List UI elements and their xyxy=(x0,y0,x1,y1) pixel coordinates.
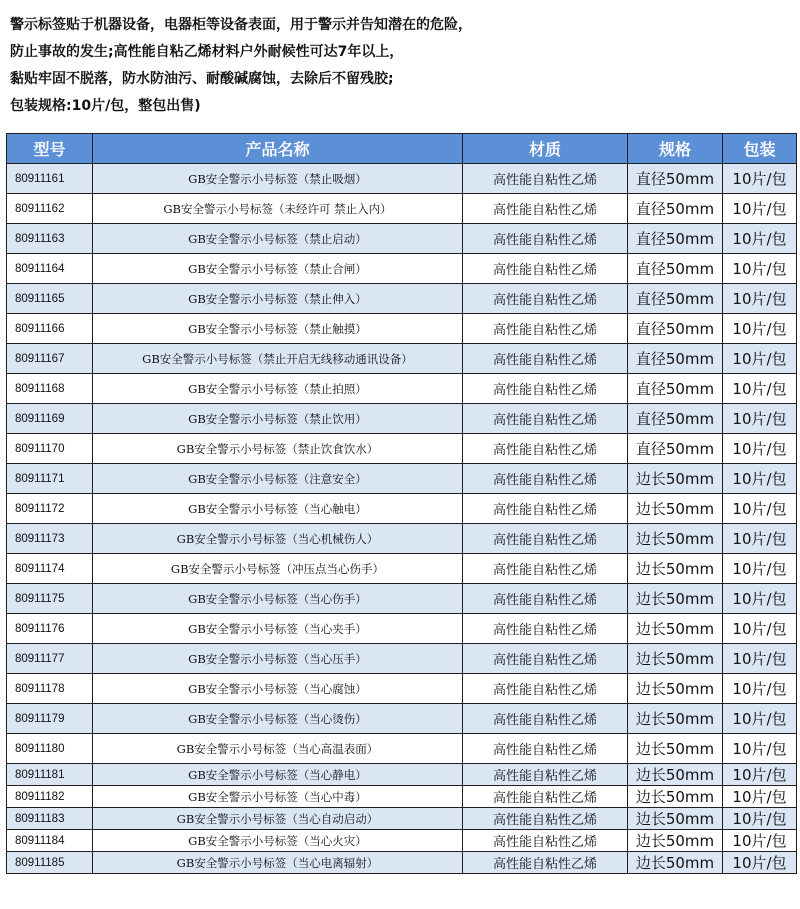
header-spec: 规格 xyxy=(628,134,723,164)
model-cell: 80911180 xyxy=(7,734,93,764)
spec-cell: 直径50mm xyxy=(628,194,723,224)
intro-line: 警示标签贴于机器设备，电器柜等设备表面，用于警示并告知潜在的危险， xyxy=(10,17,472,33)
spec-cell: 直径50mm xyxy=(628,254,723,284)
product-name-cell: GB安全警示小号标签（当心自动启动） xyxy=(93,808,463,830)
material-cell: 高性能自粘性乙烯 xyxy=(463,254,628,284)
product-name-cell: GB安全警示小号标签（当心电离辐射） xyxy=(93,852,463,874)
package-cell: 10片/包 xyxy=(723,164,797,194)
package-cell: 10片/包 xyxy=(723,830,797,852)
model-cell: 80911167 xyxy=(7,344,93,374)
spec-cell: 直径50mm xyxy=(628,404,723,434)
spec-cell: 边长50mm xyxy=(628,674,723,704)
material-cell: 高性能自粘性乙烯 xyxy=(463,584,628,614)
package-cell: 10片/包 xyxy=(723,254,797,284)
intro-line: 防止事故的发生;高性能自粘乙烯材料户外耐候性可达7年以上， xyxy=(10,44,404,60)
table-row xyxy=(7,554,797,584)
table-row xyxy=(7,314,797,344)
model-cell: 80911185 xyxy=(7,852,93,874)
package-cell: 10片/包 xyxy=(723,554,797,584)
model-cell: 80911175 xyxy=(7,584,93,614)
material-cell: 高性能自粘性乙烯 xyxy=(463,434,628,464)
intro-line: 黏贴牢固不脱落，防水防油污、耐酸碱腐蚀，去除后不留残胶; xyxy=(10,71,394,87)
package-cell: 10片/包 xyxy=(723,852,797,874)
spec-cell: 边长50mm xyxy=(628,554,723,584)
material-cell: 高性能自粘性乙烯 xyxy=(463,374,628,404)
product-name-cell: GB安全警示小号标签（冲压点当心伤手） xyxy=(93,554,463,584)
product-name-cell: GB安全警示小号标签（禁止伸入） xyxy=(93,284,463,314)
model-cell: 80911178 xyxy=(7,674,93,704)
spec-cell: 边长50mm xyxy=(628,808,723,830)
model-cell: 80911161 xyxy=(7,164,93,194)
spec-cell: 直径50mm xyxy=(628,314,723,344)
header-material: 材质 xyxy=(463,134,628,164)
package-cell: 10片/包 xyxy=(723,434,797,464)
product-name-cell: GB安全警示小号标签（当心机械伤人） xyxy=(93,524,463,554)
spec-cell: 直径50mm xyxy=(628,374,723,404)
spec-cell: 边长50mm xyxy=(628,494,723,524)
product-name-cell: GB安全警示小号标签（禁止启动） xyxy=(93,224,463,254)
material-cell: 高性能自粘性乙烯 xyxy=(463,674,628,704)
product-name-cell: GB安全警示小号标签（禁止饮食饮水） xyxy=(93,434,463,464)
table-row xyxy=(7,464,797,494)
material-cell: 高性能自粘性乙烯 xyxy=(463,494,628,524)
package-cell: 10片/包 xyxy=(723,494,797,524)
model-cell: 80911183 xyxy=(7,808,93,830)
table-row xyxy=(7,614,797,644)
table-row xyxy=(7,404,797,434)
spec-cell: 边长50mm xyxy=(628,464,723,494)
model-cell: 80911164 xyxy=(7,254,93,284)
package-cell: 10片/包 xyxy=(723,404,797,434)
model-cell: 80911184 xyxy=(7,830,93,852)
table-row xyxy=(7,164,797,194)
package-cell: 10片/包 xyxy=(723,674,797,704)
header-model: 型号 xyxy=(7,134,93,164)
table-row xyxy=(7,644,797,674)
product-name-cell: GB安全警示小号标签（未经许可 禁止入内） xyxy=(93,194,463,224)
table-header-row xyxy=(7,134,797,164)
spec-cell: 边长50mm xyxy=(628,704,723,734)
material-cell: 高性能自粘性乙烯 xyxy=(463,224,628,254)
material-cell: 高性能自粘性乙烯 xyxy=(463,284,628,314)
table-row xyxy=(7,584,797,614)
table-row xyxy=(7,434,797,464)
model-cell: 80911177 xyxy=(7,644,93,674)
spec-cell: 边长50mm xyxy=(628,852,723,874)
product-name-cell: GB安全警示小号标签（当心火灾） xyxy=(93,830,463,852)
model-cell: 80911170 xyxy=(7,434,93,464)
model-cell: 80911173 xyxy=(7,524,93,554)
product-name-cell: GB安全警示小号标签（当心触电） xyxy=(93,494,463,524)
model-cell: 80911168 xyxy=(7,374,93,404)
table-row xyxy=(7,344,797,374)
package-cell: 10片/包 xyxy=(723,644,797,674)
material-cell: 高性能自粘性乙烯 xyxy=(463,764,628,786)
material-cell: 高性能自粘性乙烯 xyxy=(463,614,628,644)
package-cell: 10片/包 xyxy=(723,374,797,404)
model-cell: 80911166 xyxy=(7,314,93,344)
model-cell: 80911169 xyxy=(7,404,93,434)
material-cell: 高性能自粘性乙烯 xyxy=(463,314,628,344)
spec-cell: 直径50mm xyxy=(628,344,723,374)
material-cell: 高性能自粘性乙烯 xyxy=(463,344,628,374)
table-row xyxy=(7,808,797,830)
product-name-cell: GB安全警示小号标签（注意安全） xyxy=(93,464,463,494)
table-row xyxy=(7,524,797,554)
material-cell: 高性能自粘性乙烯 xyxy=(463,830,628,852)
package-cell: 10片/包 xyxy=(723,786,797,808)
spec-cell: 边长50mm xyxy=(628,734,723,764)
table-row xyxy=(7,786,797,808)
package-cell: 10片/包 xyxy=(723,224,797,254)
header-product-name: 产品名称 xyxy=(93,134,463,164)
table-row xyxy=(7,494,797,524)
table-row xyxy=(7,830,797,852)
table-row xyxy=(7,224,797,254)
package-cell: 10片/包 xyxy=(723,284,797,314)
product-name-cell: GB安全警示小号标签（当心中毒） xyxy=(93,786,463,808)
spec-cell: 边长50mm xyxy=(628,644,723,674)
spec-cell: 边长50mm xyxy=(628,830,723,852)
product-name-cell: GB安全警示小号标签（当心静电） xyxy=(93,764,463,786)
material-cell: 高性能自粘性乙烯 xyxy=(463,734,628,764)
table-body xyxy=(7,164,797,874)
table-row xyxy=(7,704,797,734)
package-cell: 10片/包 xyxy=(723,764,797,786)
package-cell: 10片/包 xyxy=(723,464,797,494)
table-row xyxy=(7,734,797,764)
package-cell: 10片/包 xyxy=(723,584,797,614)
spec-cell: 直径50mm xyxy=(628,164,723,194)
spec-cell: 直径50mm xyxy=(628,434,723,464)
product-name-cell: GB安全警示小号标签（禁止吸烟） xyxy=(93,164,463,194)
material-cell: 高性能自粘性乙烯 xyxy=(463,524,628,554)
product-name-cell: GB安全警示小号标签（当心伤手） xyxy=(93,584,463,614)
model-cell: 80911182 xyxy=(7,786,93,808)
material-cell: 高性能自粘性乙烯 xyxy=(463,164,628,194)
product-name-cell: GB安全警示小号标签（禁止触摸） xyxy=(93,314,463,344)
spec-cell: 边长50mm xyxy=(628,764,723,786)
package-cell: 10片/包 xyxy=(723,344,797,374)
product-name-cell: GB安全警示小号标签（当心高温表面） xyxy=(93,734,463,764)
model-cell: 80911171 xyxy=(7,464,93,494)
model-cell: 80911162 xyxy=(7,194,93,224)
material-cell: 高性能自粘性乙烯 xyxy=(463,786,628,808)
material-cell: 高性能自粘性乙烯 xyxy=(463,464,628,494)
spec-cell: 边长50mm xyxy=(628,584,723,614)
table-row xyxy=(7,852,797,874)
model-cell: 80911163 xyxy=(7,224,93,254)
package-cell: 10片/包 xyxy=(723,314,797,344)
model-cell: 80911165 xyxy=(7,284,93,314)
model-cell: 80911172 xyxy=(7,494,93,524)
spec-cell: 边长50mm xyxy=(628,524,723,554)
package-cell: 10片/包 xyxy=(723,194,797,224)
product-name-cell: GB安全警示小号标签（当心夹手） xyxy=(93,614,463,644)
product-name-cell: GB安全警示小号标签（当心腐蚀） xyxy=(93,674,463,704)
table-row xyxy=(7,194,797,224)
material-cell: 高性能自粘性乙烯 xyxy=(463,644,628,674)
intro-line: 包装规格:10片/包，整包出售) xyxy=(10,98,201,114)
product-name-cell: GB安全警示小号标签（当心压手） xyxy=(93,644,463,674)
material-cell: 高性能自粘性乙烯 xyxy=(463,554,628,584)
spec-cell: 直径50mm xyxy=(628,284,723,314)
product-spec-table xyxy=(6,133,797,874)
product-name-cell: GB安全警示小号标签（禁止开启无线移动通讯设备） xyxy=(93,344,463,374)
product-name-cell: GB安全警示小号标签（禁止合闸） xyxy=(93,254,463,284)
header-package: 包装 xyxy=(723,134,797,164)
table-row xyxy=(7,284,797,314)
package-cell: 10片/包 xyxy=(723,524,797,554)
material-cell: 高性能自粘性乙烯 xyxy=(463,404,628,434)
intro-text xyxy=(10,12,790,120)
package-cell: 10片/包 xyxy=(723,704,797,734)
table-row xyxy=(7,374,797,404)
spec-cell: 直径50mm xyxy=(628,224,723,254)
package-cell: 10片/包 xyxy=(723,614,797,644)
table-row xyxy=(7,764,797,786)
material-cell: 高性能自粘性乙烯 xyxy=(463,808,628,830)
product-name-cell: GB安全警示小号标签（当心烫伤） xyxy=(93,704,463,734)
package-cell: 10片/包 xyxy=(723,734,797,764)
material-cell: 高性能自粘性乙烯 xyxy=(463,704,628,734)
model-cell: 80911179 xyxy=(7,704,93,734)
material-cell: 高性能自粘性乙烯 xyxy=(463,852,628,874)
material-cell: 高性能自粘性乙烯 xyxy=(463,194,628,224)
product-name-cell: GB安全警示小号标签（禁止饮用） xyxy=(93,404,463,434)
model-cell: 80911181 xyxy=(7,764,93,786)
table-row xyxy=(7,674,797,704)
spec-cell: 边长50mm xyxy=(628,786,723,808)
product-name-cell: GB安全警示小号标签（禁止拍照） xyxy=(93,374,463,404)
model-cell: 80911176 xyxy=(7,614,93,644)
spec-cell: 边长50mm xyxy=(628,614,723,644)
model-cell: 80911174 xyxy=(7,554,93,584)
package-cell: 10片/包 xyxy=(723,808,797,830)
table-row xyxy=(7,254,797,284)
